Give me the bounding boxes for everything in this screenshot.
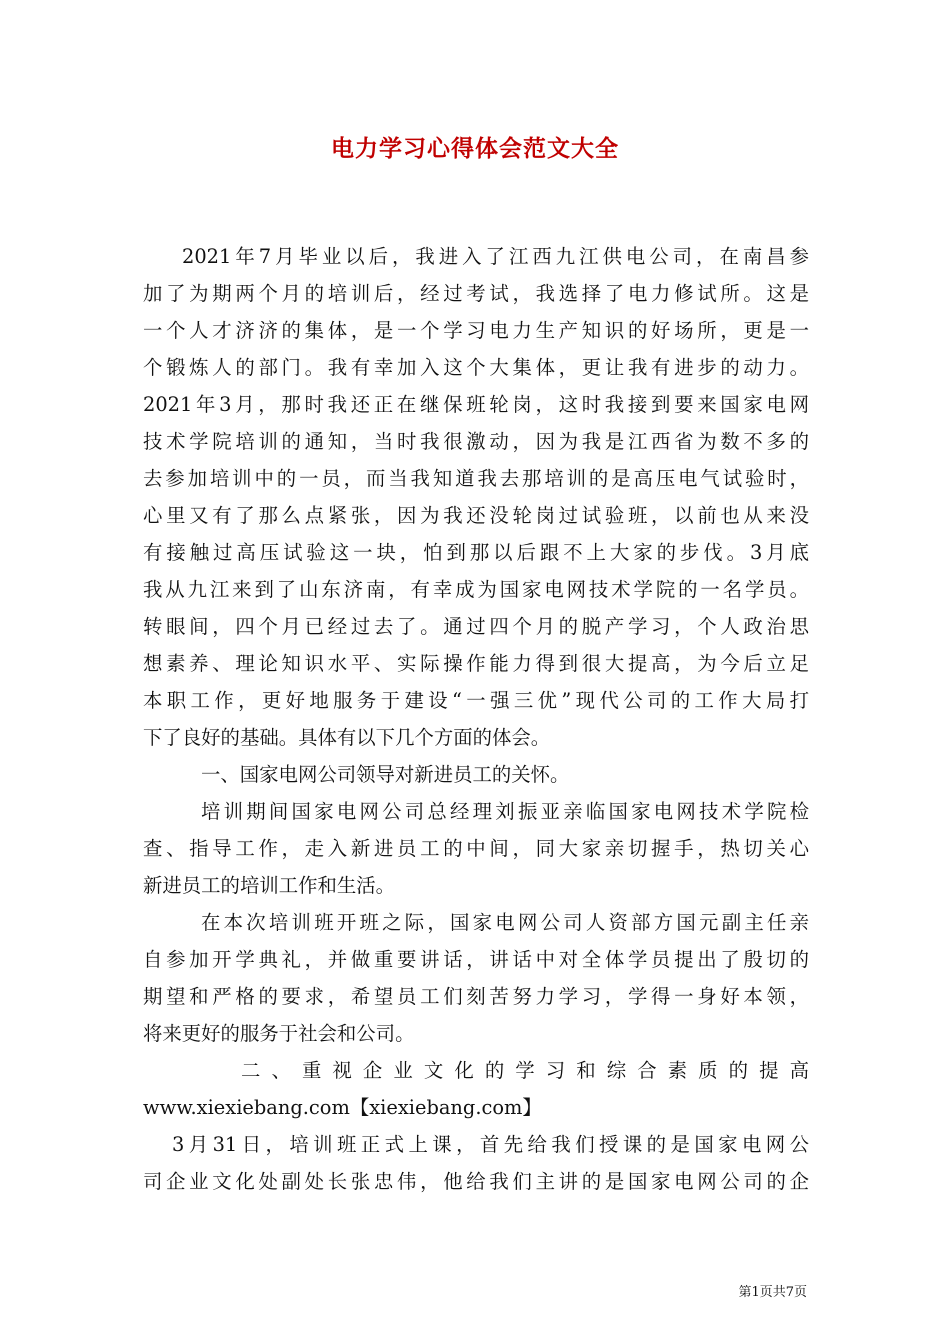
section-heading: 一、国家电网公司领导对新进员工的关怀。 [201,763,570,786]
document-title: 电力学习心得体会范文大全 [331,135,619,162]
section-heading: 二、重视企业文化的学习和综合素质的提高 [241,1059,809,1082]
text-line: 2021年7月毕业以后，我进入了江西九江供电公司，在南昌参 [182,245,809,268]
text-line: 新进员工的培训工作和生活。 [143,874,396,897]
text-line: 2021年3月，那时我还正在继保班轮岗，这时我接到要来国家电网 [143,393,809,416]
document-body [143,238,809,1200]
text-line: 想素养、理论知识水平、实际操作能力得到很大提高，为今后立足 [143,652,809,675]
text-line: 查、指导工作，走入新进员工的中间，同大家亲切握手，热切关心 [143,837,809,860]
text-line: 去参加培训中的一员，而当我知道我去那培训的是高压电气试验时， [143,467,809,490]
text-line: 在本次培训班开班之际，国家电网公司人资部方国元副主任亲 [201,911,809,934]
text-line: 有接触过高压试验这一块，怕到那以后跟不上大家的步伐。3月底 [143,541,809,564]
text-line: 期望和严格的要求，希望员工们刻苦努力学习，学得一身好本领， [143,985,809,1008]
text-line: 司企业文化处副处长张忠伟，他给我们主讲的是国家电网公司的企 [143,1170,809,1193]
page-number: 第1页共7页 [738,1285,807,1300]
text-line: 下了良好的基础。具体有以下几个方面的体会。 [143,726,551,749]
text-line: 本职工作，更好地服务于建设“一强三优”现代公司的工作大局打 [143,689,809,712]
text-line: 一个人才济济的集体，是一个学习电力生产知识的好场所，更是一 [143,319,809,342]
text-line: 3月31日，培训班正式上课，首先给我们授课的是国家电网公 [172,1133,809,1156]
text-line: 个锻炼人的部门。我有幸加入这个大集体，更让我有进步的动力。 [143,356,809,379]
text-line: 技术学院培训的通知，当时我很激动，因为我是江西省为数不多的 [143,430,809,453]
text-line: 将来更好的服务于社会和公司。 [143,1022,415,1045]
text-line: 心里又有了那么点紧张，因为我还没轮岗过试验班，以前也从来没 [143,504,809,527]
text-line: 我从九江来到了山东济南，有幸成为国家电网技术学院的一名学员。 [143,578,809,601]
text-line: 自参加开学典礼，并做重要讲话，讲话中对全体学员提出了殷切的 [143,948,809,971]
text-line: 转眼间，四个月已经过去了。通过四个月的脱产学习，个人政治思 [143,615,809,638]
text-line: 加了为期两个月的培训后，经过考试，我选择了电力修试所。这是 [143,282,809,305]
text-line: 培训期间国家电网公司总经理刘振亚亲临国家电网技术学院检 [201,800,809,823]
text-line: www.xiexiebang.com【xiexiebang.com】 [143,1096,542,1119]
